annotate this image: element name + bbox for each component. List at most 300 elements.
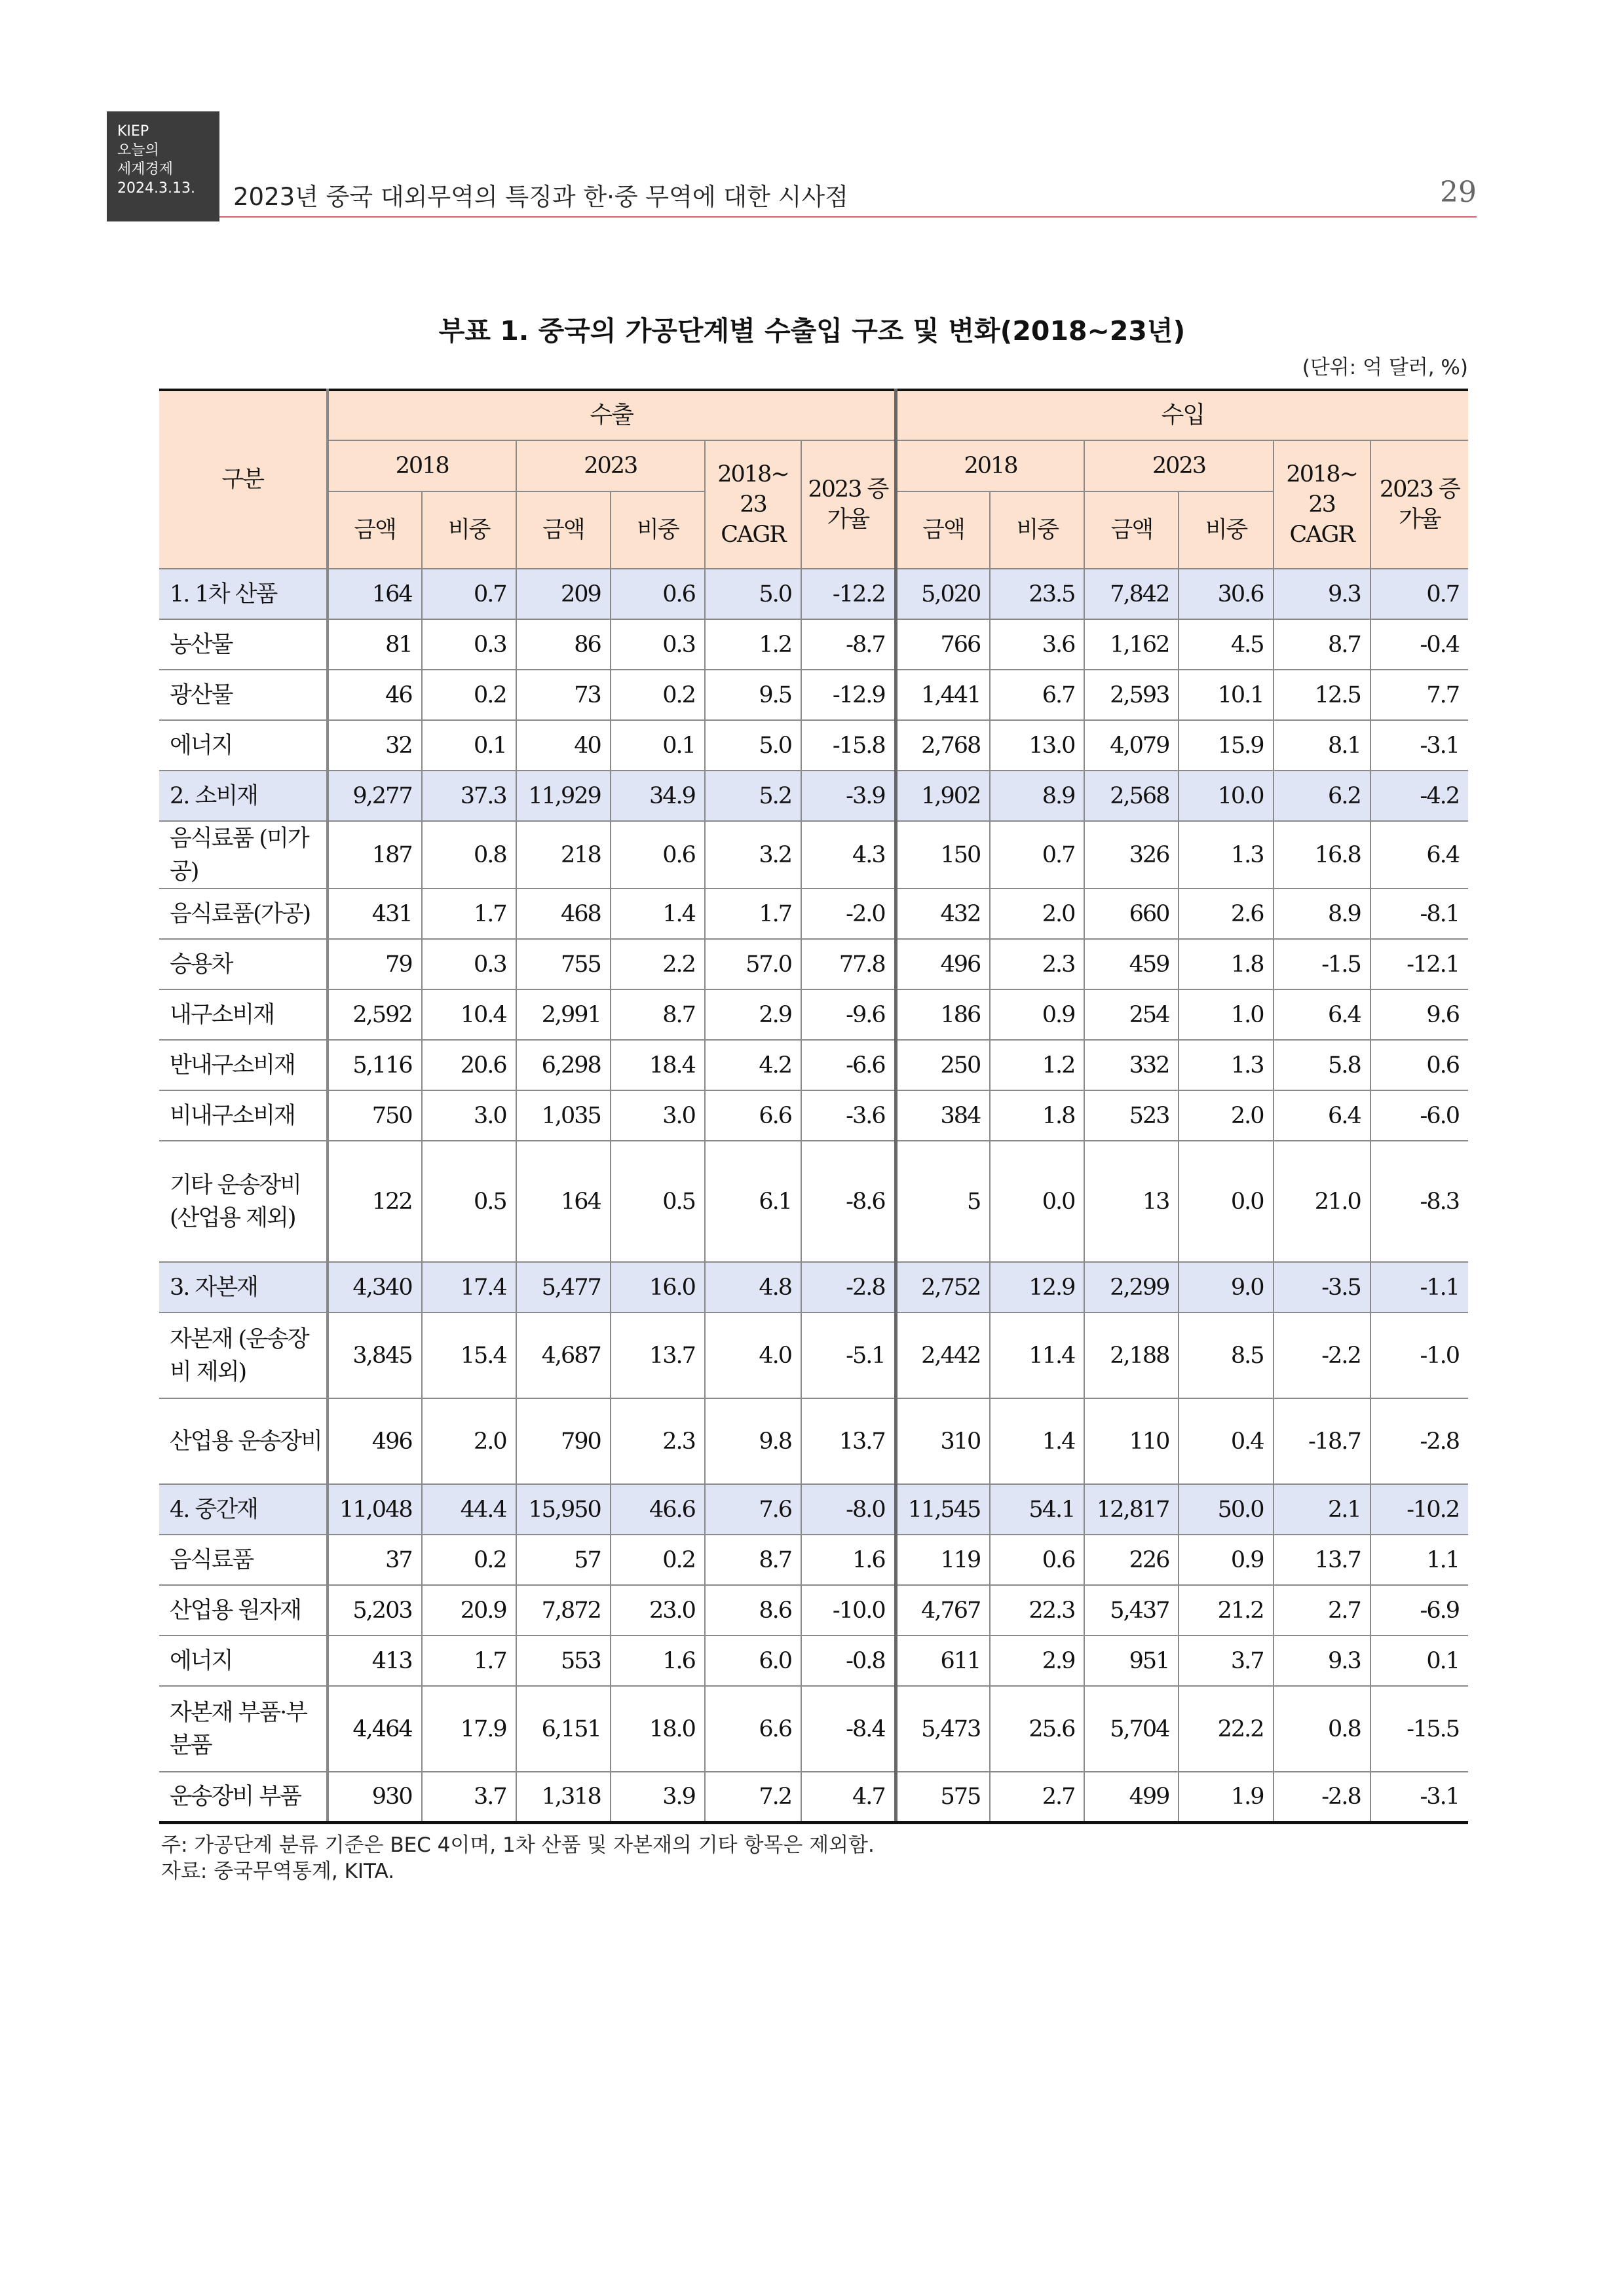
- table-cell: 0.6: [1370, 1040, 1468, 1090]
- table-cell: 2,568: [1084, 771, 1179, 821]
- table-cell: 23.0: [611, 1585, 705, 1636]
- table-cell: 310: [896, 1398, 990, 1484]
- table-cell: -3.1: [1370, 1772, 1468, 1822]
- table-cell: 20.9: [422, 1585, 516, 1636]
- table-cell: 11,929: [516, 771, 611, 821]
- table-cell: 22.2: [1179, 1686, 1273, 1772]
- table-row: [159, 720, 1468, 771]
- table-cell: 0.8: [422, 821, 516, 889]
- table-cell: 2.3: [611, 1398, 705, 1484]
- table-cell: 5,477: [516, 1262, 611, 1312]
- table-cell: 37.3: [422, 771, 516, 821]
- table-cell: 186: [896, 989, 990, 1040]
- table-cell: 77.8: [801, 939, 896, 989]
- table-cell: 2,592: [328, 989, 422, 1040]
- row-label: 내구소비재: [159, 989, 328, 1040]
- table-cell: 12.9: [990, 1262, 1084, 1312]
- table-cell: 1.3: [1179, 821, 1273, 889]
- table-cell: 3.9: [611, 1772, 705, 1822]
- row-label: 승용차: [159, 939, 328, 989]
- table-title: 부표 1. 중국의 가공단계별 수출입 구조 및 변화(2018~23년): [438, 315, 1186, 347]
- table-cell: 8.7: [1274, 619, 1370, 670]
- table-cell: 1.6: [611, 1636, 705, 1686]
- table-cell: 0.9: [990, 989, 1084, 1040]
- table-cell: 6,298: [516, 1040, 611, 1090]
- table-cell: -1.0: [1370, 1312, 1468, 1398]
- table-cell: 13.0: [990, 720, 1084, 771]
- table-cell: 326: [1084, 821, 1179, 889]
- table-cell: 7.6: [705, 1484, 801, 1535]
- table-cell: 10.4: [422, 989, 516, 1040]
- table-cell: 3,845: [328, 1312, 422, 1398]
- table-cell: 4.0: [705, 1312, 801, 1398]
- table-cell: 0.3: [422, 619, 516, 670]
- table-cell: 6.2: [1274, 771, 1370, 821]
- table-cell: 0.2: [611, 1535, 705, 1585]
- table-cell: -2.2: [1274, 1312, 1370, 1398]
- table-cell: 0.0: [1179, 1141, 1273, 1262]
- table-cell: 254: [1084, 989, 1179, 1040]
- table-cell: 3.7: [422, 1772, 516, 1822]
- table-cell: 9.6: [1370, 989, 1468, 1040]
- table-cell: 150: [896, 821, 990, 889]
- table-cell: -12.9: [801, 670, 896, 720]
- table-cell: 20.6: [422, 1040, 516, 1090]
- trade-structure-table: [159, 389, 1468, 1824]
- category-row: [159, 1262, 1468, 1312]
- table-row: [159, 1141, 1468, 1262]
- table-row: [159, 1040, 1468, 1090]
- table-cell: 8.9: [990, 771, 1084, 821]
- table-cell: 523: [1084, 1090, 1179, 1141]
- table-cell: 44.4: [422, 1484, 516, 1535]
- table-cell: 0.6: [611, 569, 705, 619]
- table-cell: 611: [896, 1636, 990, 1686]
- table-cell: 8.7: [611, 989, 705, 1040]
- table-cell: 499: [1084, 1772, 1179, 1822]
- table-cell: 7.2: [705, 1772, 801, 1822]
- table-cell: 5,203: [328, 1585, 422, 1636]
- header-share: 비중: [611, 491, 705, 569]
- header-share: 비중: [422, 491, 516, 569]
- row-label: 에너지: [159, 1636, 328, 1686]
- table-cell: -2.0: [801, 889, 896, 939]
- table-cell: 226: [1084, 1535, 1179, 1585]
- table-cell: 4,687: [516, 1312, 611, 1398]
- table-cell: 0.6: [611, 821, 705, 889]
- table-cell: 6.4: [1274, 1090, 1370, 1141]
- header-export-cagr: 2018~ 23 CAGR: [705, 440, 801, 569]
- table-cell: 1.8: [990, 1090, 1084, 1141]
- row-label: 운송장비 부품: [159, 1772, 328, 1822]
- table-cell: 46: [328, 670, 422, 720]
- table-cell: -4.2: [1370, 771, 1468, 821]
- table-cell: -1.1: [1370, 1262, 1468, 1312]
- table-cell: 5,704: [1084, 1686, 1179, 1772]
- row-label: 에너지: [159, 720, 328, 771]
- table-cell: 21.0: [1274, 1141, 1370, 1262]
- table-cell: 660: [1084, 889, 1179, 939]
- table-cell: 1.2: [705, 619, 801, 670]
- table-cell: 8.7: [705, 1535, 801, 1585]
- badge-line: 오늘의: [117, 142, 159, 159]
- table-cell: 86: [516, 619, 611, 670]
- header-import-cagr: 2018~ 23 CAGR: [1274, 440, 1370, 569]
- table-cell: 1,441: [896, 670, 990, 720]
- table-cell: 37: [328, 1535, 422, 1585]
- table-cell: 0.1: [1370, 1636, 1468, 1686]
- table-cell: 384: [896, 1090, 990, 1141]
- table-cell: 10.0: [1179, 771, 1273, 821]
- table-source: 자료: 중국무역통계, KITA.: [161, 1860, 395, 1883]
- table-cell: -6.0: [1370, 1090, 1468, 1141]
- table-cell: 432: [896, 889, 990, 939]
- table-cell: 0.6: [990, 1535, 1084, 1585]
- table-cell: -2.8: [801, 1262, 896, 1312]
- header-import-2023: 2023: [1084, 440, 1273, 491]
- table-cell: 2,991: [516, 989, 611, 1040]
- table-cell: 2,188: [1084, 1312, 1179, 1398]
- table-cell: 22.3: [990, 1585, 1084, 1636]
- header-export-growth: 2023 증가율: [801, 440, 896, 569]
- table-cell: 5.0: [705, 569, 801, 619]
- table-cell: 5.0: [705, 720, 801, 771]
- table-cell: 2.2: [611, 939, 705, 989]
- header-import-2018: 2018: [896, 440, 1084, 491]
- table-cell: -15.8: [801, 720, 896, 771]
- table-cell: 468: [516, 889, 611, 939]
- table-cell: 2.1: [1274, 1484, 1370, 1535]
- table-cell: 6.1: [705, 1141, 801, 1262]
- running-header-title: 2023년 중국 대외무역의 특징과 한·중 무역에 대한 시사점: [233, 183, 848, 211]
- table-cell: 1.7: [422, 1636, 516, 1686]
- table-cell: 11,545: [896, 1484, 990, 1535]
- table-cell: 2,752: [896, 1262, 990, 1312]
- table-cell: 119: [896, 1535, 990, 1585]
- table-row: [159, 670, 1468, 720]
- table-cell: 25.6: [990, 1686, 1084, 1772]
- table-cell: 2,299: [1084, 1262, 1179, 1312]
- header-divider: [219, 216, 1477, 218]
- table-cell: 1.4: [611, 889, 705, 939]
- table-cell: -3.6: [801, 1090, 896, 1141]
- table-cell: 496: [328, 1398, 422, 1484]
- table-cell: 0.5: [611, 1141, 705, 1262]
- table-cell: 1,902: [896, 771, 990, 821]
- table-cell: 0.8: [1274, 1686, 1370, 1772]
- table-cell: -12.1: [1370, 939, 1468, 989]
- table-cell: 0.1: [422, 720, 516, 771]
- table-cell: 496: [896, 939, 990, 989]
- table-cell: 17.9: [422, 1686, 516, 1772]
- table-cell: 2.0: [1179, 1090, 1273, 1141]
- category-row: [159, 1484, 1468, 1535]
- table-cell: 5,020: [896, 569, 990, 619]
- table-cell: 0.3: [611, 619, 705, 670]
- table-cell: 164: [516, 1141, 611, 1262]
- table-cell: 8.9: [1274, 889, 1370, 939]
- table-cell: 9.3: [1274, 1636, 1370, 1686]
- table-cell: 4,079: [1084, 720, 1179, 771]
- table-cell: 9.3: [1274, 569, 1370, 619]
- table-cell: 16.8: [1274, 821, 1370, 889]
- table-cell: 459: [1084, 939, 1179, 989]
- table-cell: 187: [328, 821, 422, 889]
- table-cell: 4.7: [801, 1772, 896, 1822]
- table-cell: 2.0: [422, 1398, 516, 1484]
- table-cell: 7,842: [1084, 569, 1179, 619]
- table-cell: -9.6: [801, 989, 896, 1040]
- page-number: 29: [1440, 176, 1477, 209]
- table-cell: 3.2: [705, 821, 801, 889]
- table-cell: -3.1: [1370, 720, 1468, 771]
- table-cell: 11,048: [328, 1484, 422, 1535]
- row-label: 산업용 운송장비: [159, 1398, 328, 1484]
- table-cell: 13.7: [801, 1398, 896, 1484]
- row-label: 농산물: [159, 619, 328, 670]
- row-label: 음식료품: [159, 1535, 328, 1585]
- table-cell: 3.0: [611, 1090, 705, 1141]
- table-row: [159, 1585, 1468, 1636]
- table-cell: 1.2: [990, 1040, 1084, 1090]
- table-cell: 1,318: [516, 1772, 611, 1822]
- kiep-badge: [107, 111, 219, 221]
- category-row: [159, 569, 1468, 619]
- header-share: 비중: [1179, 491, 1273, 569]
- table-cell: 46.6: [611, 1484, 705, 1535]
- category-row: [159, 771, 1468, 821]
- table-cell: 0.2: [611, 670, 705, 720]
- table-cell: 9,277: [328, 771, 422, 821]
- table-cell: 0.7: [990, 821, 1084, 889]
- table-cell: 1.1: [1370, 1535, 1468, 1585]
- table-cell: 750: [328, 1090, 422, 1141]
- table-cell: -18.7: [1274, 1398, 1370, 1484]
- table-cell: 9.0: [1179, 1262, 1273, 1312]
- table-cell: 209: [516, 569, 611, 619]
- table-cell: -10.0: [801, 1585, 896, 1636]
- row-label: 기타 운송장비 (산업용 제외): [159, 1141, 328, 1262]
- table-cell: 8.5: [1179, 1312, 1273, 1398]
- table-cell: 0.5: [422, 1141, 516, 1262]
- table-cell: -8.0: [801, 1484, 896, 1535]
- table-cell: 11.4: [990, 1312, 1084, 1398]
- table-note: 주: 가공단계 분류 기준은 BEC 4이며, 1차 산품 및 자본재의 기타 항목은 제외함.: [161, 1833, 875, 1857]
- table-cell: 5,473: [896, 1686, 990, 1772]
- table-row: [159, 1636, 1468, 1686]
- table-cell: -2.8: [1274, 1772, 1370, 1822]
- table-cell: 7,872: [516, 1585, 611, 1636]
- table-cell: 6,151: [516, 1686, 611, 1772]
- header-import: 수입: [896, 390, 1468, 440]
- table-cell: 2.6: [1179, 889, 1273, 939]
- table-cell: -2.8: [1370, 1398, 1468, 1484]
- table-cell: 9.8: [705, 1398, 801, 1484]
- header-amount: 금액: [896, 491, 990, 569]
- table-cell: 575: [896, 1772, 990, 1822]
- table-cell: -8.1: [1370, 889, 1468, 939]
- table-row: [159, 889, 1468, 939]
- table-cell: 12.5: [1274, 670, 1370, 720]
- table-cell: 1,162: [1084, 619, 1179, 670]
- table-cell: 0.2: [422, 1535, 516, 1585]
- table-cell: 4,464: [328, 1686, 422, 1772]
- table-cell: 0.4: [1179, 1398, 1273, 1484]
- table-cell: 766: [896, 619, 990, 670]
- table-cell: 250: [896, 1040, 990, 1090]
- table-cell: 1.3: [1179, 1040, 1273, 1090]
- table-cell: 2.0: [990, 889, 1084, 939]
- table-cell: 2,768: [896, 720, 990, 771]
- row-label: 음식료품(가공): [159, 889, 328, 939]
- table-cell: 30.6: [1179, 569, 1273, 619]
- table-cell: 164: [328, 569, 422, 619]
- table-cell: 18.4: [611, 1040, 705, 1090]
- badge-line: KIEP: [117, 123, 149, 140]
- table-cell: 0.9: [1179, 1535, 1273, 1585]
- table-cell: 6.4: [1274, 989, 1370, 1040]
- table-cell: 3.7: [1179, 1636, 1273, 1686]
- table-cell: 73: [516, 670, 611, 720]
- table-cell: 18.0: [611, 1686, 705, 1772]
- table-cell: 2.9: [990, 1636, 1084, 1686]
- table-row: [159, 1398, 1468, 1484]
- table-cell: 54.1: [990, 1484, 1084, 1535]
- table-cell: 3.0: [422, 1090, 516, 1141]
- table-cell: 5,437: [1084, 1585, 1179, 1636]
- table-cell: 8.1: [1274, 720, 1370, 771]
- table-cell: 2.9: [705, 989, 801, 1040]
- table-cell: 15.4: [422, 1312, 516, 1398]
- table-cell: 13.7: [611, 1312, 705, 1398]
- row-label: 음식료품 (미가공): [159, 821, 328, 889]
- row-label: 4. 중간재: [159, 1484, 328, 1535]
- table-cell: 951: [1084, 1636, 1179, 1686]
- table-cell: 0.7: [1370, 569, 1468, 619]
- table-cell: 79: [328, 939, 422, 989]
- table-cell: -0.8: [801, 1636, 896, 1686]
- row-label: 산업용 원자재: [159, 1585, 328, 1636]
- table-cell: 1.7: [422, 889, 516, 939]
- table-cell: 431: [328, 889, 422, 939]
- table-row: [159, 1312, 1468, 1398]
- table-cell: 6.6: [705, 1686, 801, 1772]
- table-cell: 332: [1084, 1040, 1179, 1090]
- table-cell: -8.6: [801, 1141, 896, 1262]
- table-cell: 1.0: [1179, 989, 1273, 1040]
- table-cell: -0.4: [1370, 619, 1468, 670]
- table-cell: 21.2: [1179, 1585, 1273, 1636]
- table-cell: 110: [1084, 1398, 1179, 1484]
- table-cell: 6.7: [990, 670, 1084, 720]
- table-cell: 10.1: [1179, 670, 1273, 720]
- header-import-growth: 2023 증가율: [1370, 440, 1468, 569]
- row-label: 비내구소비재: [159, 1090, 328, 1141]
- badge-line: 세계경제: [117, 161, 174, 178]
- table-row: [159, 821, 1468, 889]
- table-cell: 50.0: [1179, 1484, 1273, 1535]
- table-row: [159, 1535, 1468, 1585]
- table-cell: 7.7: [1370, 670, 1468, 720]
- header-export: 수출: [328, 390, 896, 440]
- table-cell: -3.9: [801, 771, 896, 821]
- table-cell: -8.3: [1370, 1141, 1468, 1262]
- table-cell: 16.0: [611, 1262, 705, 1312]
- table-cell: 5.8: [1274, 1040, 1370, 1090]
- table-cell: 2,593: [1084, 670, 1179, 720]
- table-cell: 40: [516, 720, 611, 771]
- table-row: [159, 1090, 1468, 1141]
- header-amount: 금액: [328, 491, 422, 569]
- table-cell: 2,442: [896, 1312, 990, 1398]
- table-cell: -8.4: [801, 1686, 896, 1772]
- table-cell: 0.1: [611, 720, 705, 771]
- table-cell: 1.4: [990, 1398, 1084, 1484]
- table-cell: 15,950: [516, 1484, 611, 1535]
- table-notes: [161, 1832, 875, 1885]
- table-cell: 1.9: [1179, 1772, 1273, 1822]
- row-label: 1. 1차 산품: [159, 569, 328, 619]
- table-row: [159, 1772, 1468, 1822]
- table-cell: 3.6: [990, 619, 1084, 670]
- table-row: [159, 619, 1468, 670]
- table-row: [159, 1686, 1468, 1772]
- table-cell: 0.3: [422, 939, 516, 989]
- table-cell: -6.9: [1370, 1585, 1468, 1636]
- table-cell: 5.2: [705, 771, 801, 821]
- table-unit: (단위: 억 달러, %): [1302, 356, 1468, 379]
- row-label: 자본재 부품·부분품: [159, 1686, 328, 1772]
- table-cell: -6.6: [801, 1040, 896, 1090]
- table-cell: 553: [516, 1636, 611, 1686]
- table-cell: -5.1: [801, 1312, 896, 1398]
- table-cell: 413: [328, 1636, 422, 1686]
- header-amount: 금액: [1084, 491, 1179, 569]
- table-cell: 12,817: [1084, 1484, 1179, 1535]
- table-cell: 15.9: [1179, 720, 1273, 771]
- badge-line: 2024.3.13.: [117, 180, 195, 197]
- row-label: 광산물: [159, 670, 328, 720]
- table-cell: 4.5: [1179, 619, 1273, 670]
- table-cell: 8.6: [705, 1585, 801, 1636]
- table-row: [159, 989, 1468, 1040]
- table-cell: -8.7: [801, 619, 896, 670]
- table-cell: 4.3: [801, 821, 896, 889]
- table-cell: 0.0: [990, 1141, 1084, 1262]
- table-cell: 0.2: [422, 670, 516, 720]
- header-share: 비중: [990, 491, 1084, 569]
- table-cell: 5: [896, 1141, 990, 1262]
- table-cell: 5,116: [328, 1040, 422, 1090]
- table-cell: 0.7: [422, 569, 516, 619]
- table-cell: 57: [516, 1535, 611, 1585]
- table-cell: 4.8: [705, 1262, 801, 1312]
- table-cell: 4,767: [896, 1585, 990, 1636]
- table-cell: 790: [516, 1398, 611, 1484]
- table-cell: 122: [328, 1141, 422, 1262]
- table-cell: 57.0: [705, 939, 801, 989]
- table-cell: 9.5: [705, 670, 801, 720]
- table-cell: 755: [516, 939, 611, 989]
- table-cell: 34.9: [611, 771, 705, 821]
- row-label: 3. 자본재: [159, 1262, 328, 1312]
- table-cell: 930: [328, 1772, 422, 1822]
- table-cell: -15.5: [1370, 1686, 1468, 1772]
- table-cell: 2.7: [1274, 1585, 1370, 1636]
- table-cell: 32: [328, 720, 422, 771]
- table-cell: -12.2: [801, 569, 896, 619]
- table-cell: 6.6: [705, 1090, 801, 1141]
